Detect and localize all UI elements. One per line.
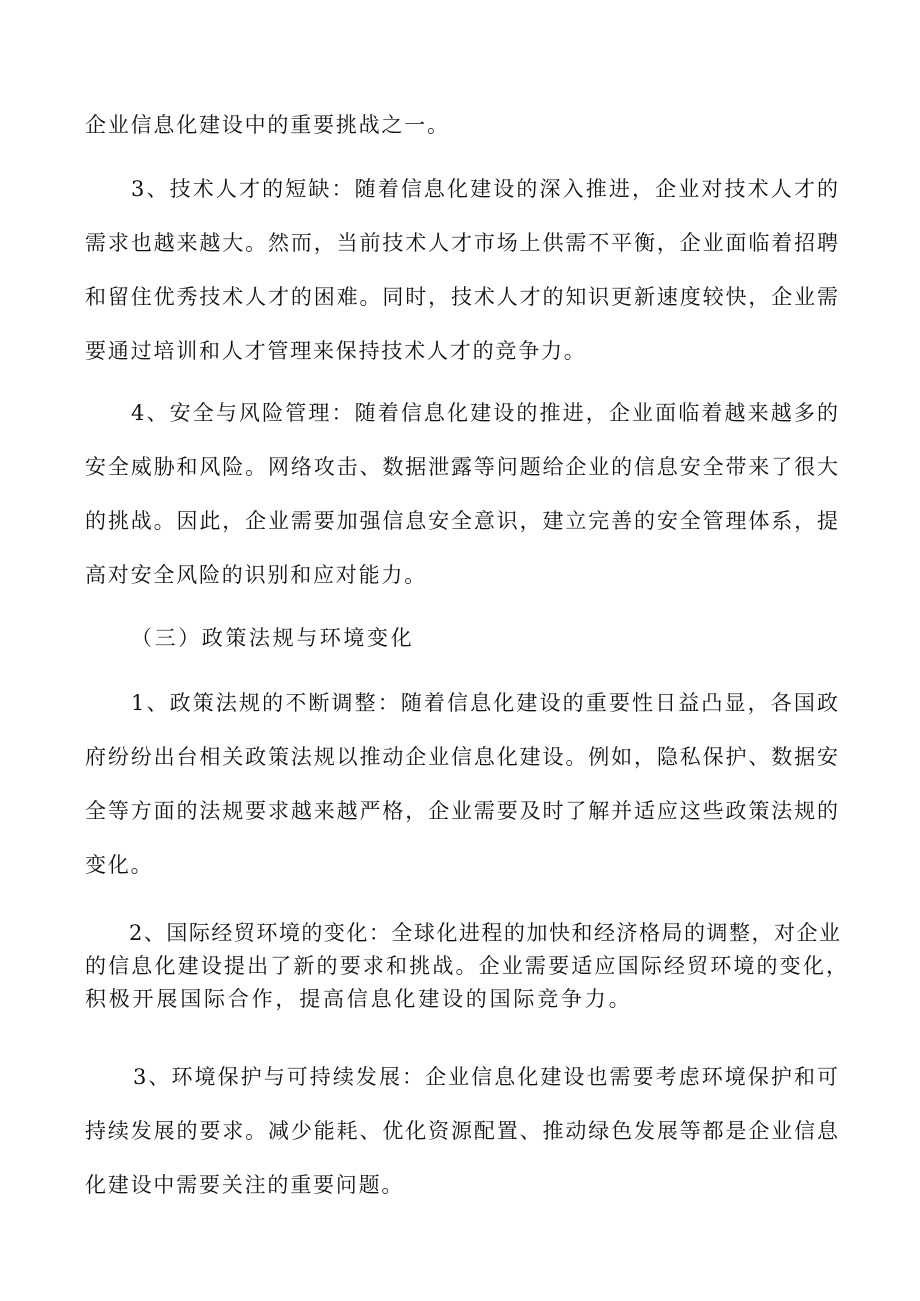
text-line: 持续发展的要求。减少能耗、优化资源配置、推动绿色发展等都是企业信息 (85, 1119, 838, 1143)
text-line: 变化。 (85, 853, 154, 877)
text-line: 的信息化建设提出了新的要求和挑战。企业需要适应国际经贸环境的变化， (85, 954, 847, 978)
text-line: 全等方面的法规要求越来越严格，企业需要及时了解并适应这些政策法规的 (85, 799, 838, 823)
text-line: 企业信息化建设中的重要挑战之一。 (85, 113, 450, 137)
text-line: 需求也越来越大。然而，当前技术人才市场上供需不平衡，企业面临着招聘 (85, 231, 838, 255)
text-line: 安全威胁和风险。网络攻击、数据泄露等问题给企业的信息安全带来了很大 (85, 455, 838, 479)
text-line: 和留住优秀技术人才的困难。同时，技术人才的知识更新速度较快，企业需 (85, 285, 838, 309)
section-heading: （三）政策法规与环境变化 (131, 626, 415, 650)
text-line: 府纷纷出台相关政策法规以推动企业信息化建设。例如，隐私保护、数据安 (85, 745, 838, 769)
text-line: 1、政策法规的不断调整：随着信息化建设的重要性日益凸显，各国政 (131, 691, 838, 715)
text-line: 3、环境保护与可持续发展：企业信息化建设也需要考虑环境保护和可 (133, 1065, 838, 1089)
text-line: 高对安全风险的识别和应对能力。 (85, 563, 427, 587)
text-line: 3、技术人才的短缺：随着信息化建设的深入推进，企业对技术人才的 (131, 177, 838, 201)
text-line: 2、国际经贸环境的变化：全球化进程的加快和经济格局的调整，对企业 (129, 921, 840, 945)
text-line: 的挑战。因此，企业需要加强信息安全意识，建立完善的安全管理体系，提 (85, 509, 838, 533)
text-line: 要通过培训和人才管理来保持技术人才的竞争力。 (85, 339, 587, 363)
text-line: 4、安全与风险管理：随着信息化建设的推进，企业面临着越来越多的 (131, 401, 838, 425)
text-line: 积极开展国际合作，提高信息化建设的国际竞争力。 (85, 987, 633, 1011)
text-line: 化建设中需要关注的重要问题。 (85, 1173, 405, 1197)
